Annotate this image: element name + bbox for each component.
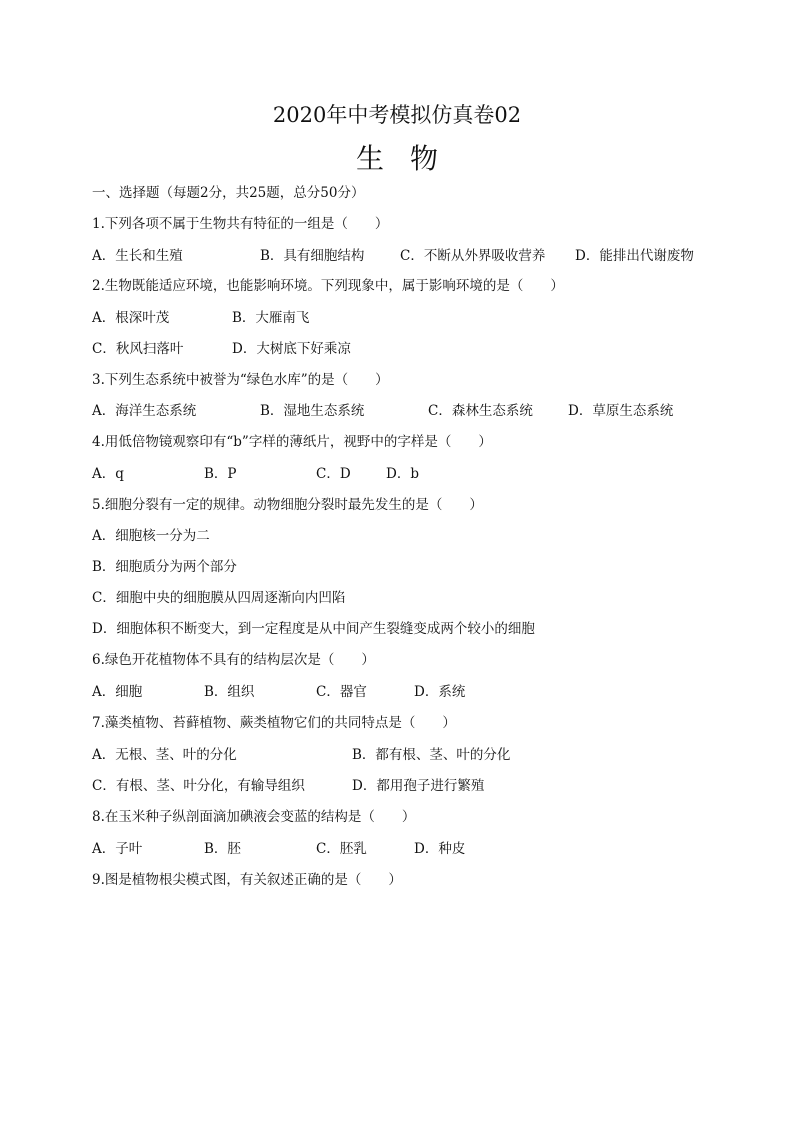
question-3-option-d[interactable]: D．草原生态系统 — [568, 403, 674, 419]
question-2-options-row2 — [92, 337, 392, 361]
question-8-option-d[interactable]: D．种皮 — [414, 841, 466, 857]
question-8-stem: 8.在玉米种子纵剖面滴加碘液会变蓝的结构是（ ） — [92, 809, 416, 825]
question-8-option-c[interactable]: C．胚乳 — [316, 841, 367, 857]
question-4-option-a[interactable]: A．q — [92, 466, 124, 482]
question-4-option-d[interactable]: D．b — [386, 466, 419, 482]
question-1-option-c[interactable]: C．不断从外界吸收营养 — [400, 248, 546, 264]
question-2-stem: 2.生物既能适应环境，也能影响环境。下列现象中，属于影响环境的是（ ） — [92, 278, 564, 294]
question-1-stem: 1.下列各项不属于生物共有特征的一组是（ ） — [92, 216, 389, 232]
question-6-option-d[interactable]: D．系统 — [414, 684, 466, 700]
question-8-option-b[interactable]: B．胚 — [204, 841, 241, 857]
question-8-option-a[interactable]: A．子叶 — [92, 841, 143, 857]
question-3-stem: 3.下列生态系统中被誉为“绿色水库”的是（ ） — [92, 372, 389, 388]
question-4-option-c[interactable]: C．D — [316, 466, 351, 482]
question-9-stem: 9.图是植物根尖模式图，有关叙述正确的是（ ） — [92, 872, 402, 888]
question-2-option-d[interactable]: D．大树底下好乘凉 — [232, 341, 351, 357]
question-3-option-b[interactable]: B．湿地生态系统 — [260, 403, 365, 419]
question-3-option-a[interactable]: A．海洋生态系统 — [92, 403, 197, 419]
question-7-option-b[interactable]: B．都有根、茎、叶的分化 — [352, 747, 511, 763]
question-6-option-c[interactable]: C．器官 — [316, 684, 367, 700]
question-1-options — [92, 244, 712, 268]
section-heading: 一、选择题（每题2分，共25题，总分50分） — [92, 185, 365, 201]
question-5-option-c[interactable]: C．细胞中央的细胞膜从四周逐渐向内凹陷 — [92, 590, 346, 606]
question-7-options-row2 — [92, 774, 572, 798]
question-7-options-row1 — [92, 743, 572, 767]
question-3-options — [92, 399, 712, 423]
question-4-options — [92, 462, 452, 486]
question-1-option-b[interactable]: B．具有细胞结构 — [260, 248, 365, 264]
question-7-option-d[interactable]: D．都用孢子进行繁殖 — [352, 778, 485, 794]
question-5-stem: 5.细胞分裂有一定的规律。动物细胞分裂时最先发生的是（ ） — [92, 497, 483, 513]
question-6-option-b[interactable]: B．组织 — [204, 684, 255, 700]
question-5-option-a[interactable]: A．细胞核一分为二 — [92, 528, 210, 544]
question-5-option-d[interactable]: D．细胞体积不断变大，到一定程度是从中间产生裂缝变成两个较小的细胞 — [92, 621, 535, 637]
question-2-option-a[interactable]: A．根深叶茂 — [92, 310, 170, 326]
question-6-options — [92, 680, 492, 704]
question-2-option-b[interactable]: B．大雁南飞 — [232, 310, 310, 326]
question-1-option-a[interactable]: A．生长和生殖 — [92, 248, 183, 264]
question-6-option-a[interactable]: A．细胞 — [92, 684, 143, 700]
exam-title: 2020年中考模拟仿真卷02 — [272, 103, 522, 127]
question-5-option-b[interactable]: B．细胞质分为两个部分 — [92, 559, 237, 575]
question-3-option-c[interactable]: C．森林生态系统 — [428, 403, 533, 419]
question-8-options — [92, 837, 492, 861]
exam-subject: 生物 — [355, 142, 464, 175]
question-7-option-c[interactable]: C．有根、茎、叶分化，有输导组织 — [92, 778, 305, 794]
question-2-options-row1 — [92, 306, 392, 330]
question-4-stem: 4.用低倍物镜观察印有“b”字样的薄纸片，视野中的字样是（ ） — [92, 434, 492, 450]
question-2-option-c[interactable]: C．秋风扫落叶 — [92, 341, 184, 357]
question-7-option-a[interactable]: A．无根、茎、叶的分化 — [92, 747, 237, 763]
question-6-stem: 6.绿色开花植物体不具有的结构层次是（ ） — [92, 652, 375, 668]
question-7-stem: 7.藻类植物、苔藓植物、蕨类植物它们的共同特点是（ ） — [92, 715, 456, 731]
question-4-option-b[interactable]: B．P — [204, 466, 237, 482]
question-1-option-d[interactable]: D．能排出代谢废物 — [575, 248, 694, 264]
